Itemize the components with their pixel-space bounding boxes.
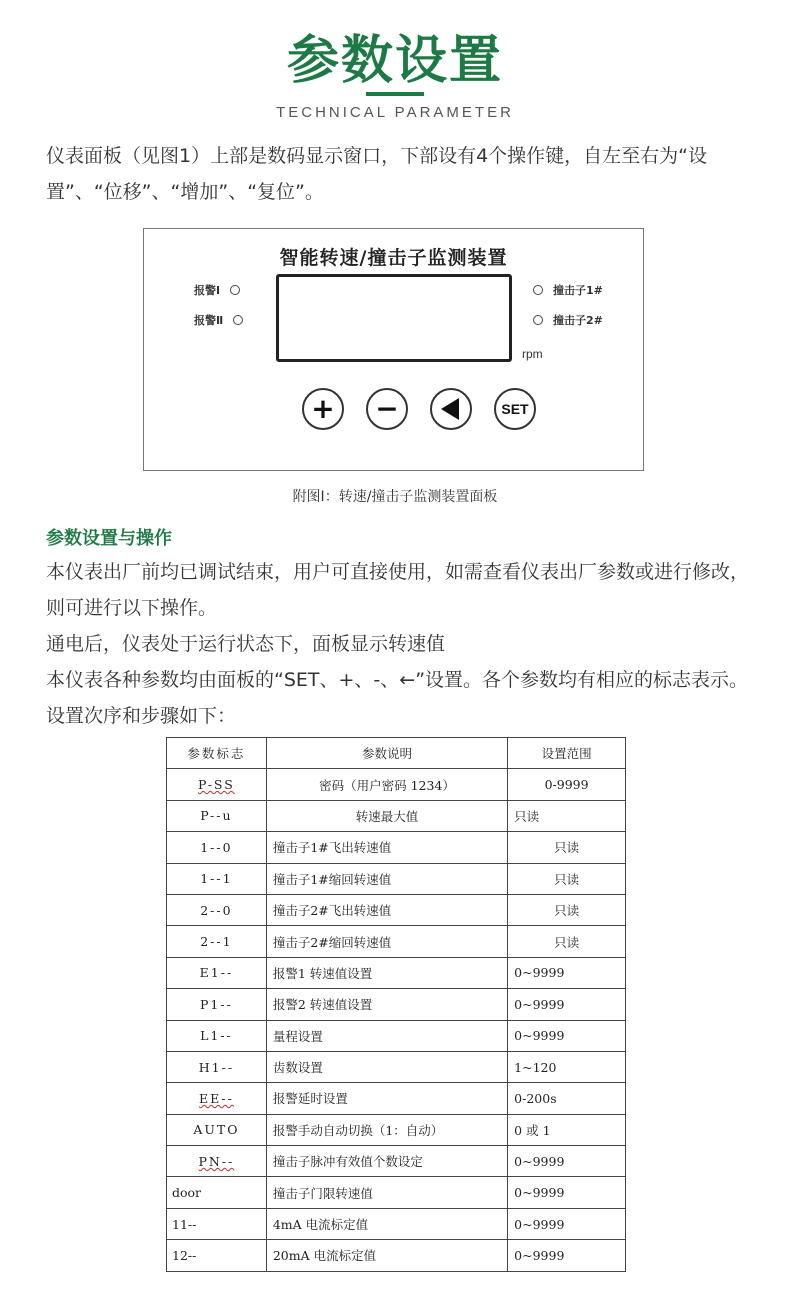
parameter-table [166, 737, 626, 1272]
digital-display-window [276, 274, 512, 362]
param-flag [167, 1083, 267, 1114]
param-description: 撞击子1#飞出转速值 [266, 832, 507, 863]
param-description: 量程设置 [266, 1020, 507, 1051]
param-description: 撞击子2#飞出转速值 [266, 894, 507, 925]
param-description: 齿数设置 [266, 1051, 507, 1082]
param-description: 撞击子脉冲有效值个数设定 [266, 1146, 507, 1177]
param-flag: 1--1 [167, 863, 267, 894]
param-flag: 2--0 [167, 894, 267, 925]
param-range: 0~9999 [508, 957, 626, 988]
section-heading: 参数设置与操作 [46, 528, 172, 549]
param-flag: AUTO [167, 1114, 267, 1145]
param-flag [167, 1146, 267, 1177]
section-paragraph-1: 本仪表出厂前均已调试结束，用户可直接使用，如需查看仪表出厂参数或进行修改，则可进行以下操作。 [46, 561, 750, 619]
param-range: 0~9999 [508, 1240, 626, 1271]
plus-icon: + [311, 392, 335, 425]
table-row [167, 1114, 626, 1145]
param-range: 0-9999 [508, 769, 626, 800]
param-flag: H1-- [167, 1051, 267, 1082]
figure-caption: 附图I：转速/撞击子监测装置面板 [292, 489, 498, 505]
param-range: 0~9999 [508, 1146, 626, 1177]
set-key-label: SET [501, 401, 529, 417]
table-row [167, 989, 626, 1020]
section-paragraph-2: 通电后，仪表处于运行状态下，面板显示转速值 [46, 633, 446, 655]
section-paragraph-3: 本仪表各种参数均由面板的“SET、+、-、←”设置。各个参数均有相应的标志表示。设置次序和步骤如下： [46, 669, 749, 727]
column-header-range: 设置范围 [508, 738, 626, 769]
table-header-row [167, 738, 626, 769]
param-flag: E1-- [167, 957, 267, 988]
param-range: 只读 [508, 926, 626, 957]
title-underline [366, 92, 424, 96]
param-flag: 11-- [167, 1208, 267, 1239]
striker-2-lamp-icon [533, 315, 543, 325]
minus-icon: − [375, 392, 399, 425]
param-description: 报警手动自动切换（1：自动） [266, 1114, 507, 1145]
param-description: 报警1 转速值设置 [266, 957, 507, 988]
param-description: 报警延时设置 [266, 1083, 507, 1114]
striker-1-lamp-icon [533, 285, 543, 295]
alarm-2-indicator [194, 312, 243, 328]
param-flag-text: PN-- [198, 1153, 235, 1169]
param-description: 转速最大值 [266, 800, 507, 831]
alarm-2-lamp-icon [233, 315, 243, 325]
panel-title: 智能转速/撞击子监测装置 [279, 247, 508, 269]
param-range: 0~9999 [508, 1177, 626, 1208]
table-row [167, 1020, 626, 1051]
page-subtitle: TECHNICAL PARAMETER [276, 104, 514, 121]
table-row [167, 1146, 626, 1177]
minus-key [366, 388, 408, 430]
table-row [167, 832, 626, 863]
set-key [494, 388, 536, 430]
param-range: 0~9999 [508, 1208, 626, 1239]
param-flag [167, 769, 267, 800]
param-description: 4mA 电流标定值 [266, 1208, 507, 1239]
rpm-unit-label: rpm [522, 347, 543, 361]
left-triangle-icon [441, 398, 459, 420]
param-flag: P--u [167, 800, 267, 831]
table-row [167, 1051, 626, 1082]
param-flag: 12-- [167, 1240, 267, 1271]
striker-1-label: 撞击子1# [553, 284, 603, 297]
table-row [167, 863, 626, 894]
param-flag: P1-- [167, 989, 267, 1020]
param-flag: 1--0 [167, 832, 267, 863]
page-title: 参数设置 [286, 31, 503, 91]
table-row [167, 1208, 626, 1239]
table-row [167, 769, 626, 800]
table-row [167, 1177, 626, 1208]
striker-2-indicator [533, 312, 603, 328]
param-range: 只读 [508, 800, 626, 831]
alarm-1-indicator [194, 282, 240, 298]
param-description: 密码（用户密码 1234） [266, 769, 507, 800]
striker-1-indicator [533, 282, 603, 298]
param-flag-text: P-SS [197, 777, 235, 793]
striker-2-label: 撞击子2# [553, 314, 603, 327]
param-range: 只读 [508, 863, 626, 894]
column-header-flag: 参数标志 [167, 738, 267, 769]
table-row [167, 1240, 626, 1271]
param-range: 0~9999 [508, 1020, 626, 1051]
table-row [167, 800, 626, 831]
table-row [167, 957, 626, 988]
param-flag: door [167, 1177, 267, 1208]
param-description: 报警2 转速值设置 [266, 989, 507, 1020]
param-description: 撞击子1#缩回转速值 [266, 863, 507, 894]
alarm-2-label: 报警Ⅱ [194, 314, 224, 327]
alarm-1-label: 报警Ⅰ [194, 284, 221, 297]
param-range: 0~9999 [508, 989, 626, 1020]
param-range: 只读 [508, 832, 626, 863]
param-flag: L1-- [167, 1020, 267, 1051]
table-row [167, 1083, 626, 1114]
left-arrow-key [430, 388, 472, 430]
param-flag-text: EE-- [198, 1090, 234, 1106]
column-header-description: 参数说明 [266, 738, 507, 769]
param-range: 只读 [508, 894, 626, 925]
intro-paragraph: 仪表面板（见图1）上部是数码显示窗口，下部设有4个操作键，自左至右为“设置”、“位移”、“增加”、“复位”。 [46, 145, 708, 203]
device-panel-figure [143, 228, 644, 471]
param-range: 0-200s [508, 1083, 626, 1114]
param-flag: 2--1 [167, 926, 267, 957]
param-description: 20mA 电流标定值 [266, 1240, 507, 1271]
param-description: 撞击子门限转速值 [266, 1177, 507, 1208]
param-range: 1~120 [508, 1051, 626, 1082]
plus-key [302, 388, 344, 430]
alarm-1-lamp-icon [230, 285, 240, 295]
table-row [167, 894, 626, 925]
param-range: 0 或 1 [508, 1114, 626, 1145]
table-row [167, 926, 626, 957]
param-description: 撞击子2#缩回转速值 [266, 926, 507, 957]
